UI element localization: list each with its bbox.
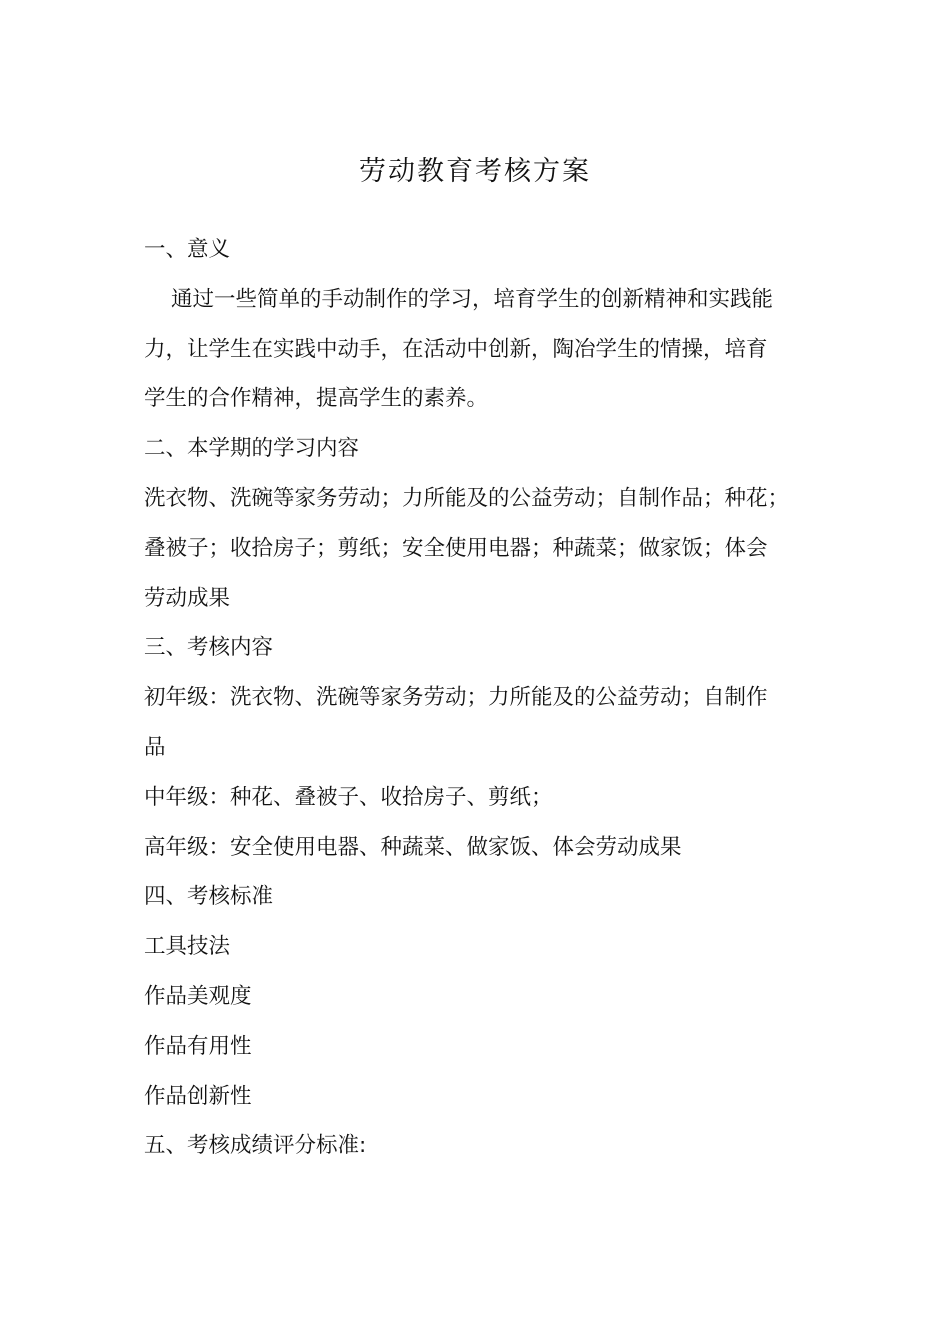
list-item: 作品美观度 (144, 983, 252, 1009)
section-heading-5: 五、考核成绩评分标准: (144, 1133, 367, 1159)
section-heading-1: 一、意义 (144, 237, 231, 262)
paragraph-line: 洗衣物、洗碗等家务劳动；力所能及的公益劳动；自制作品；种花； (144, 485, 790, 511)
paragraph-line: 初年级：洗衣物、洗碗等家务劳动；力所能及的公益劳动；自制作 (144, 685, 768, 711)
section-heading-4: 四、考核标准 (144, 884, 274, 910)
paragraph-line: 高年级：安全使用电器、种蔬菜、做家饭、体会劳动成果 (144, 834, 682, 860)
document-body (144, 225, 809, 1171)
paragraph-line: 学生的合作精神，提高学生的素养。 (144, 386, 489, 412)
paragraph-line: 力，让学生在实践中动手，在活动中创新，陶冶学生的情操，培育 (144, 336, 768, 362)
paragraph-line: 劳动成果 (144, 585, 231, 611)
paragraph-line: 叠被子；收拾房子；剪纸；安全使用电器；种蔬菜；做家饭；体会 (144, 535, 768, 561)
paragraph-line: 中年级：种花、叠被子、收拾房子、剪纸； (144, 784, 553, 810)
document-title: 劳动教育考核方案 (359, 156, 591, 187)
list-item: 作品创新性 (144, 1083, 252, 1109)
paragraph-line: 通过一些简单的手动制作的学习，培育学生的创新精神和实践能 (171, 286, 774, 312)
section-heading-3: 三、考核内容 (144, 635, 274, 661)
list-item: 作品有用性 (144, 1033, 252, 1059)
list-item: 工具技法 (144, 934, 231, 960)
paragraph-line: 品 (144, 734, 166, 760)
section-heading-2: 二、本学期的学习内容 (144, 436, 360, 462)
